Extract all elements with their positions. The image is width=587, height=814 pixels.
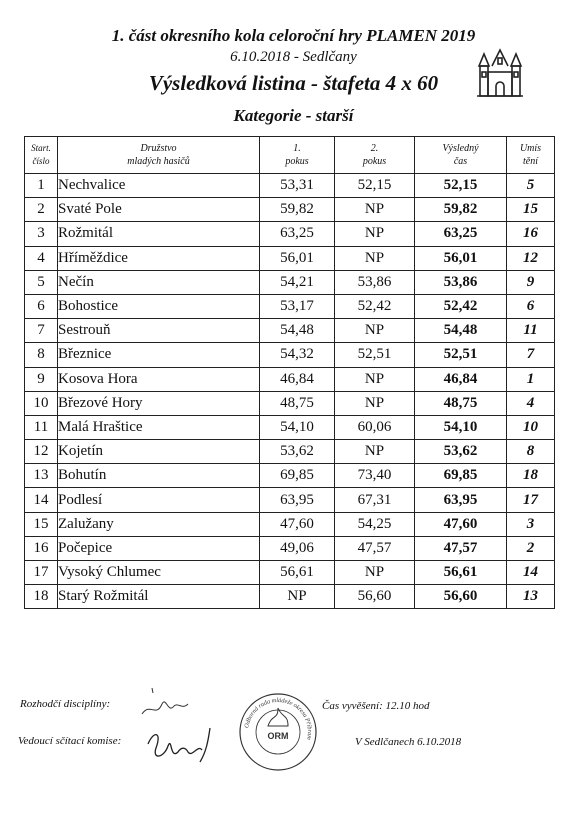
team-name-cell: Zalužany bbox=[58, 512, 260, 536]
attempt-1-cell: 53,17 bbox=[260, 294, 335, 318]
result-time-cell: 54,10 bbox=[415, 415, 507, 439]
team-name-cell: Nečín bbox=[58, 270, 260, 294]
result-time-cell: 46,84 bbox=[415, 367, 507, 391]
start-number-cell: 4 bbox=[25, 246, 58, 270]
counting-commission-label: Vedoucí sčítací komise: bbox=[18, 735, 122, 747]
attempt-2-cell: 56,60 bbox=[335, 585, 415, 609]
result-time-cell: 63,25 bbox=[415, 222, 507, 246]
placement-cell: 8 bbox=[507, 440, 555, 464]
placement-cell: 11 bbox=[507, 319, 555, 343]
team-name-cell: Malá Hraštice bbox=[58, 415, 260, 439]
attempt-1-cell: 54,32 bbox=[260, 343, 335, 367]
placement-cell: 4 bbox=[507, 391, 555, 415]
attempt-1-cell: 54,48 bbox=[260, 319, 335, 343]
result-time-cell: 47,57 bbox=[415, 536, 507, 560]
team-name-cell: Hříměždice bbox=[58, 246, 260, 270]
result-time-cell: 52,51 bbox=[415, 343, 507, 367]
commission-signature bbox=[142, 722, 222, 767]
start-number-cell: 17 bbox=[25, 561, 58, 585]
placement-cell: 12 bbox=[507, 246, 555, 270]
attempt-1-cell: 54,21 bbox=[260, 270, 335, 294]
start-number-cell: 12 bbox=[25, 440, 58, 464]
team-name-cell: Nechvalice bbox=[58, 174, 260, 198]
placement-cell: 9 bbox=[507, 270, 555, 294]
attempt-1-cell: 53,62 bbox=[260, 440, 335, 464]
table-row bbox=[25, 391, 555, 415]
attempt-2-cell: 52,15 bbox=[335, 174, 415, 198]
table-row bbox=[25, 561, 555, 585]
table-row bbox=[25, 246, 555, 270]
placement-cell: 7 bbox=[507, 343, 555, 367]
attempt-2-cell: 52,51 bbox=[335, 343, 415, 367]
organization-stamp bbox=[238, 692, 318, 772]
result-time-cell: 59,82 bbox=[415, 198, 507, 222]
result-time-cell: 48,75 bbox=[415, 391, 507, 415]
table-row bbox=[25, 585, 555, 609]
result-time-cell: 52,42 bbox=[415, 294, 507, 318]
document-title: Výsledková listina - štafeta 4 x 60 bbox=[148, 71, 439, 95]
start-number-cell: 11 bbox=[25, 415, 58, 439]
placement-cell: 14 bbox=[507, 561, 555, 585]
results-table bbox=[24, 136, 555, 609]
attempt-1-cell: 54,10 bbox=[260, 415, 335, 439]
attempt-1-cell: 53,31 bbox=[260, 174, 335, 198]
table-row bbox=[25, 440, 555, 464]
attempt-2-cell: NP bbox=[335, 561, 415, 585]
start-number-cell: 3 bbox=[25, 222, 58, 246]
start-number-cell: 2 bbox=[25, 198, 58, 222]
attempt-2-cell: 73,40 bbox=[335, 464, 415, 488]
placement-cell: 17 bbox=[507, 488, 555, 512]
team-name-cell: Březnice bbox=[58, 343, 260, 367]
table-row bbox=[25, 464, 555, 488]
start-number-cell: 5 bbox=[25, 270, 58, 294]
start-number-cell: 18 bbox=[25, 585, 58, 609]
attempt-2-cell: NP bbox=[335, 319, 415, 343]
table-row bbox=[25, 319, 555, 343]
table-row bbox=[25, 512, 555, 536]
table-row bbox=[25, 415, 555, 439]
stamp-text: Odborná rada mládeže okresu Příbram bbox=[243, 696, 314, 741]
table-row bbox=[25, 536, 555, 560]
col-attempt-1: 1. pokus bbox=[260, 137, 335, 174]
table-row bbox=[25, 488, 555, 512]
start-number-cell: 8 bbox=[25, 343, 58, 367]
table-row bbox=[25, 270, 555, 294]
result-time-cell: 69,85 bbox=[415, 464, 507, 488]
team-name-cell: Kojetín bbox=[58, 440, 260, 464]
team-name-cell: Podlesí bbox=[58, 488, 260, 512]
table-row bbox=[25, 367, 555, 391]
placement-cell: 16 bbox=[507, 222, 555, 246]
attempt-1-cell: 48,75 bbox=[260, 391, 335, 415]
event-date-place: 6.10.2018 - Sedlčany bbox=[230, 49, 357, 65]
result-time-cell: 56,61 bbox=[415, 561, 507, 585]
table-row bbox=[25, 294, 555, 318]
result-time-cell: 47,60 bbox=[415, 512, 507, 536]
placement-cell: 2 bbox=[507, 536, 555, 560]
attempt-2-cell: NP bbox=[335, 367, 415, 391]
attempt-2-cell: 52,42 bbox=[335, 294, 415, 318]
attempt-2-cell: NP bbox=[335, 440, 415, 464]
placement-cell: 1 bbox=[507, 367, 555, 391]
col-start-number: Start. číslo bbox=[25, 137, 58, 174]
posted-time: Čas vyvěšení: 12.10 hod bbox=[322, 700, 430, 712]
team-name-cell: Starý Rožmitál bbox=[58, 585, 260, 609]
col-attempt-2: 2. pokus bbox=[335, 137, 415, 174]
judge-signature bbox=[122, 684, 192, 724]
placement-cell: 5 bbox=[507, 174, 555, 198]
attempt-2-cell: 54,25 bbox=[335, 512, 415, 536]
judge-label: Rozhodčí disciplíny: bbox=[20, 698, 111, 710]
start-number-cell: 1 bbox=[25, 174, 58, 198]
team-name-cell: Počepice bbox=[58, 536, 260, 560]
stamp-center-text: ORM bbox=[267, 731, 289, 741]
col-placement: Umís tění bbox=[507, 137, 555, 174]
start-number-cell: 10 bbox=[25, 391, 58, 415]
attempt-2-cell: 67,31 bbox=[335, 488, 415, 512]
result-time-cell: 56,01 bbox=[415, 246, 507, 270]
attempt-1-cell: NP bbox=[260, 585, 335, 609]
place-and-date: V Sedlčanech 6.10.2018 bbox=[355, 736, 462, 748]
attempt-2-cell: NP bbox=[335, 391, 415, 415]
attempt-2-cell: 53,86 bbox=[335, 270, 415, 294]
result-time-cell: 53,62 bbox=[415, 440, 507, 464]
attempt-1-cell: 49,06 bbox=[260, 536, 335, 560]
result-time-cell: 56,60 bbox=[415, 585, 507, 609]
attempt-1-cell: 56,61 bbox=[260, 561, 335, 585]
title-line-1: 1. část okresního kola celoroční hry PLAMEN 2019 bbox=[111, 26, 476, 45]
result-time-cell: 63,95 bbox=[415, 488, 507, 512]
table-row bbox=[25, 174, 555, 198]
start-number-cell: 16 bbox=[25, 536, 58, 560]
placement-cell: 3 bbox=[507, 512, 555, 536]
team-name-cell: Sestrouň bbox=[58, 319, 260, 343]
placement-cell: 18 bbox=[507, 464, 555, 488]
start-number-cell: 9 bbox=[25, 367, 58, 391]
table-row bbox=[25, 198, 555, 222]
team-name-cell: Vysoký Chlumec bbox=[58, 561, 260, 585]
attempt-1-cell: 69,85 bbox=[260, 464, 335, 488]
category-title: Kategorie - starší bbox=[233, 106, 354, 125]
col-result-time: Výsledný čas bbox=[415, 137, 507, 174]
team-name-cell: Březové Hory bbox=[58, 391, 260, 415]
attempt-1-cell: 63,25 bbox=[260, 222, 335, 246]
start-number-cell: 15 bbox=[25, 512, 58, 536]
attempt-2-cell: 60,06 bbox=[335, 415, 415, 439]
attempt-1-cell: 63,95 bbox=[260, 488, 335, 512]
start-number-cell: 13 bbox=[25, 464, 58, 488]
attempt-2-cell: NP bbox=[335, 198, 415, 222]
team-name-cell: Svaté Pole bbox=[58, 198, 260, 222]
start-number-cell: 14 bbox=[25, 488, 58, 512]
result-time-cell: 52,15 bbox=[415, 174, 507, 198]
town-crest-icon bbox=[476, 48, 524, 100]
placement-cell: 15 bbox=[507, 198, 555, 222]
attempt-1-cell: 56,01 bbox=[260, 246, 335, 270]
attempt-2-cell: NP bbox=[335, 222, 415, 246]
start-number-cell: 6 bbox=[25, 294, 58, 318]
table-header-row bbox=[25, 137, 555, 174]
placement-cell: 10 bbox=[507, 415, 555, 439]
result-time-cell: 53,86 bbox=[415, 270, 507, 294]
attempt-1-cell: 46,84 bbox=[260, 367, 335, 391]
placement-cell: 6 bbox=[507, 294, 555, 318]
team-name-cell: Bohostice bbox=[58, 294, 260, 318]
team-name-cell: Bohutín bbox=[58, 464, 260, 488]
placement-cell: 13 bbox=[507, 585, 555, 609]
attempt-2-cell: 47,57 bbox=[335, 536, 415, 560]
attempt-1-cell: 59,82 bbox=[260, 198, 335, 222]
table-row bbox=[25, 343, 555, 367]
col-team: Družstvo mladých hasičů bbox=[58, 137, 260, 174]
team-name-cell: Rožmitál bbox=[58, 222, 260, 246]
team-name-cell: Kosova Hora bbox=[58, 367, 260, 391]
result-time-cell: 54,48 bbox=[415, 319, 507, 343]
start-number-cell: 7 bbox=[25, 319, 58, 343]
attempt-1-cell: 47,60 bbox=[260, 512, 335, 536]
table-row bbox=[25, 222, 555, 246]
attempt-2-cell: NP bbox=[335, 246, 415, 270]
